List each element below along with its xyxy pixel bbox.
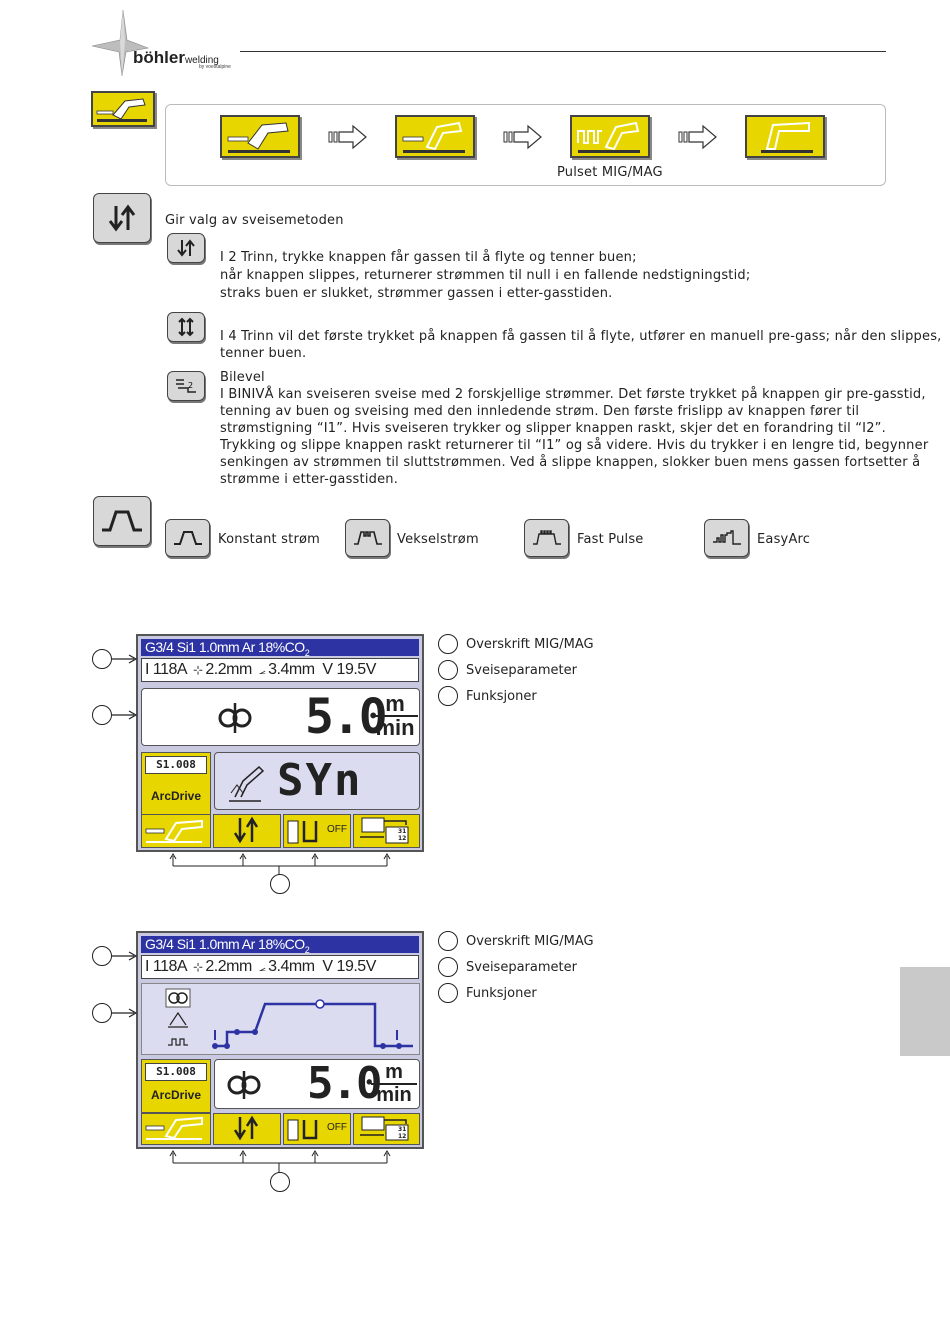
tig-torch-icon — [747, 117, 823, 156]
program-box — [141, 1059, 211, 1113]
text-line: I BINIVÅ kan sveiseren sveise med 2 forskjellige strømmer. Det første trykket på knappen gir pre-gasstid, — [220, 387, 926, 402]
callout-circle — [92, 946, 112, 966]
callout-circle — [270, 874, 290, 894]
legend-circle — [438, 660, 458, 680]
sequence-graph-panel — [141, 983, 420, 1055]
arcdrive-label: ArcDrive — [150, 789, 202, 803]
two-step-button[interactable] — [167, 233, 205, 263]
four-step-text — [220, 328, 942, 362]
lcd-title: G3/4 Si1 1.0mm Ar $18\%CO_2$ — [141, 936, 419, 953]
callout-circle — [92, 705, 112, 725]
legend-item: Funksjoner — [466, 986, 537, 1001]
alternating-current-button[interactable] — [345, 519, 390, 557]
thickness-icon: ⦟ — [255, 960, 269, 974]
legend-circle — [438, 983, 458, 1003]
softkey-1[interactable] — [141, 814, 211, 848]
softkey-2[interactable] — [213, 1113, 281, 1145]
current-mode-label: EasyArc — [757, 532, 811, 547]
key-label: 31 — [398, 1126, 407, 1133]
key-label: 12 — [398, 835, 407, 842]
bilevel-button[interactable] — [167, 371, 205, 401]
callout-circle — [92, 649, 112, 669]
arcdrive-label: ArcDrive — [150, 1088, 202, 1102]
wire-icon: ⊹ — [190, 960, 206, 974]
callout-circle — [270, 1172, 290, 1192]
text-line: strømstigning “I1”. Hvis sveiseren trykker og slipper knappen raskt, skjer det en forandring til “I2”. — [220, 421, 886, 436]
text-line: straks buen er slukket, strømmer gassen i etter-gasstiden. — [220, 286, 613, 301]
text-line: når knappen slippes, returnerer strømmen til null i en fallende nedstigningstid; — [220, 268, 751, 283]
text-line: Trykking og slippe knappen raskt returnerer til “I1” og så videre. Hvis du trykker i en lengre tid, begynner — [220, 438, 929, 453]
wire-speed-panel — [214, 1059, 420, 1109]
four-step-icon — [174, 317, 198, 337]
mig-torch-icon — [397, 117, 473, 156]
header-rule — [240, 51, 886, 52]
lcd-title: G3/4 Si1 1.0mm Ar $18\%CO_2$ — [141, 639, 419, 656]
trigger-settings-icon — [354, 1114, 417, 1142]
wire-feed-icon — [216, 701, 254, 735]
softkey-1[interactable] — [141, 1113, 211, 1145]
callout-circle — [92, 1003, 112, 1023]
up-down-arrows-icon — [214, 1114, 278, 1142]
legend-item: Sveiseparameter — [466, 960, 577, 975]
current-mode-label: Vekselstrøm — [397, 532, 479, 547]
speed-unit: m min — [372, 693, 418, 739]
process-button[interactable] — [91, 91, 155, 127]
process-mig-button[interactable] — [395, 115, 475, 158]
wire-speed-value: 5.0 — [307, 1058, 381, 1109]
legend-item: Overskrift MIG/MAG — [466, 934, 594, 949]
callout-arrow-icon — [112, 951, 138, 961]
text-line: tenning av buen og sveising med den innledende strøm. Den første frislipp av knappen fører til — [220, 404, 860, 419]
text-line: tenner buen. — [220, 346, 307, 361]
mig-torch-icon — [142, 815, 208, 845]
crater-filler-icon — [286, 817, 328, 847]
up-down-arrows-icon — [105, 203, 139, 233]
current-mode-label: Konstant strøm — [218, 532, 321, 547]
speed-unit: m min — [371, 1062, 417, 1106]
trigger-settings-icon — [354, 815, 417, 845]
welding-parameters: I 118A ⊹ 2.2mm ⦟ 3.4mm V 19.5V — [141, 658, 419, 682]
crater-filler-icon — [286, 1116, 328, 1144]
current-mode-button[interactable] — [93, 496, 151, 546]
key-label: 12 — [398, 1133, 407, 1140]
brand-name: böhlerwelding — [133, 48, 219, 67]
process-tig-button[interactable] — [745, 115, 825, 158]
constant-current-button[interactable] — [165, 519, 210, 557]
process-mma-button[interactable] — [220, 115, 300, 158]
wire-speed-panel — [141, 688, 420, 746]
process-pulsed-mig-button[interactable] — [570, 115, 650, 158]
text-line: I 2 Trinn, trykke knappen får gassen til å flyte og tenner buen; — [220, 250, 637, 265]
trigger-mode-description: Gir valg av sveisemetoden — [165, 213, 344, 228]
two-step-icon — [174, 238, 198, 258]
legend-circle — [438, 686, 458, 706]
wire-icon: ⊹ — [190, 663, 206, 677]
mig-torch-icon — [142, 1114, 208, 1142]
fast-pulse-button[interactable] — [524, 519, 569, 557]
thickness-icon: ⦟ — [255, 663, 269, 677]
pulsed-mig-caption: Pulset MIG/MAG — [557, 165, 663, 180]
mode-panel — [214, 752, 420, 810]
lcd-display-2 — [136, 931, 424, 1149]
text-line: senkingen av strømmen til sluttstrømmen. Ved å slippe knappen, slokker buen mens gassen fortsetter å — [220, 455, 921, 470]
bilevel-title: Bilevel — [220, 370, 265, 385]
legend-circle — [438, 931, 458, 951]
up-down-arrows-icon — [214, 815, 278, 845]
legend-circle — [438, 634, 458, 654]
legend-circle — [438, 957, 458, 977]
wire-feed-icon — [225, 1069, 263, 1101]
program-box — [141, 752, 211, 818]
text-line: I 4 Trinn vil det første trykket på knappen få gassen til å flyte, utfører en manuell pre-gass; når den slippes, — [220, 329, 942, 344]
four-step-button[interactable] — [167, 312, 205, 342]
brand-subtitle: by voestalpine — [199, 64, 231, 70]
mode-text: SYn — [277, 755, 363, 806]
off-label: OFF — [327, 824, 347, 835]
softkey-3[interactable] — [283, 814, 351, 848]
constant-current-icon — [100, 506, 144, 536]
key-label: 31 — [398, 828, 407, 835]
lcd-display-1 — [136, 634, 424, 852]
softkey-4[interactable] — [353, 814, 420, 848]
program-number: S1.008 — [145, 1063, 207, 1081]
fast-pulse-icon — [531, 527, 563, 549]
arrow-right-icon — [677, 123, 719, 151]
softkey-3[interactable] — [283, 1113, 351, 1145]
easyarc-button[interactable] — [704, 519, 749, 557]
arrow-right-icon — [327, 123, 369, 151]
bilevel-icon — [174, 376, 198, 396]
off-label: OFF — [327, 1122, 347, 1133]
syn-torch-icon — [225, 759, 265, 803]
softkey-4[interactable] — [353, 1113, 420, 1145]
welding-parameters: I 118A ⊹ 2.2mm ⦟ 3.4mm V 19.5V — [141, 955, 419, 979]
two-step-text — [220, 249, 750, 303]
arrow-right-icon — [502, 123, 544, 151]
chapter-tab — [900, 967, 950, 1056]
wire-speed-value: 5.0 — [305, 689, 386, 745]
legend-item: Funksjoner — [466, 689, 537, 704]
pulsed-mig-icon — [572, 117, 648, 156]
softkey-2[interactable] — [213, 814, 281, 848]
alternating-current-icon — [352, 527, 384, 549]
sequence-icons — [164, 987, 194, 1051]
callout-arrow-icon — [112, 710, 138, 720]
trigger-sequence-graph — [207, 990, 417, 1052]
constant-current-icon — [172, 527, 204, 549]
callout-arrow-icon — [112, 1008, 138, 1018]
text-line: strømme i etter-gasstiden. — [220, 472, 399, 487]
mig-torch-icon — [222, 117, 298, 156]
bilevel-text — [220, 369, 928, 488]
callout-arrow-icon — [112, 654, 138, 664]
svg-text:2: 2 — [188, 381, 194, 390]
legend-item: Sveiseparameter — [466, 663, 577, 678]
legend-item: Overskrift MIG/MAG — [466, 637, 594, 652]
mig-torch-icon — [93, 93, 153, 125]
current-mode-label: Fast Pulse — [577, 532, 644, 547]
easyarc-icon — [711, 527, 743, 549]
trigger-mode-button[interactable] — [93, 193, 151, 243]
program-number: S1.008 — [145, 756, 207, 774]
